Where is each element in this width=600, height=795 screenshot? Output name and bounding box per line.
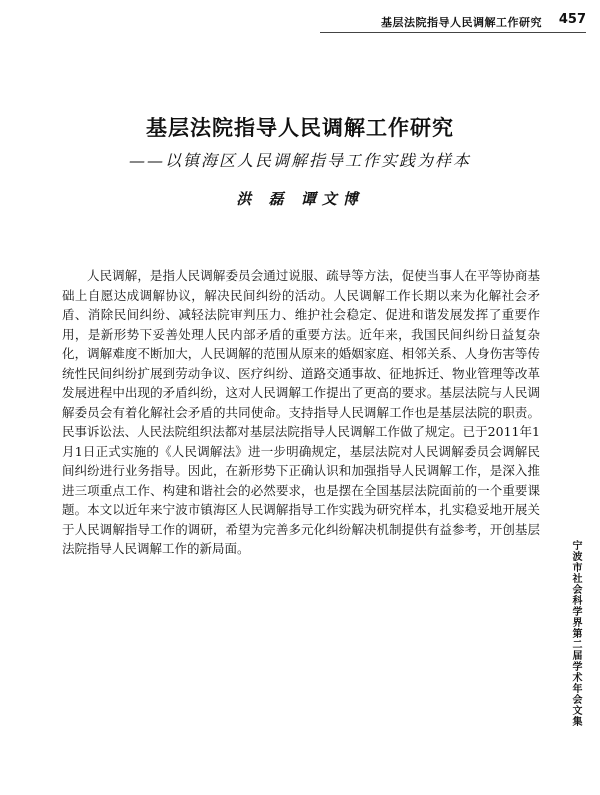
article-subtitle: ——以镇海区人民调解指导工作实践为样本	[128, 151, 471, 170]
header-rule	[320, 32, 586, 33]
running-header: 基层法院指导人民调解工作研究	[381, 16, 542, 29]
article-authors: 洪 磊 谭文博	[236, 190, 364, 208]
side-note: 宁波市社会科学界第二届学术年会文集	[570, 540, 581, 727]
page-number: 457	[558, 12, 586, 27]
article-title: 基层法院指导人民调解工作研究	[146, 115, 454, 140]
body-paragraph: 人民调解，是指人民调解委员会通过说服、疏导等方法，促使当事人在平等协商基础上自愿达成调解协议，解决民间纠纷的活动。人民调解工作长期以来为化解社会矛盾、消除民间纠纷、减轻法院审判压力、维护社会稳定、促进和谐发展发挥了重要作用，是新形势下妥善处理人民内部矛盾的重要方法。近年来，我国民间纠纷日益复杂化，调解难度不断加大，人民调解的范围从原来的婚姻家庭、相邻关系、人身伤害等传统性民间纠纷扩展到劳动争议、医疗纠纷、道路交通事故、征地拆迁、物业管理等改革发展进程中出现的矛盾纠纷，这对人民调解工作提出了更高的要求。基层法院与人民调解委员会有着化解社会矛盾的共同使命。支持指导人民调解工作也是基层法院的职责。民事诉讼法、人民法院组织法都对基层法院指导人民调解工作做了规定。已于2011年1月1日正式实施的《人民调解法》进一步明确规定，基层法院对人民调解委员会调解民间纠纷进行业务指导。因此，在新形势下正确认识和加强指导人民调解工作，是深入推进三项重点工作、构建和谐社会的必然要求，也是摆在全国基层法院面前的一个重要课题。本文以近年来宁波市镇海区人民调解指导工作实践为研究样本，扎实稳妥地开展关于人民调解指导工作的调研，希望为完善多元化纠纷解决机制提供有益参考，开创基层法院指导人民调解工作的新局面。	[62, 268, 540, 556]
